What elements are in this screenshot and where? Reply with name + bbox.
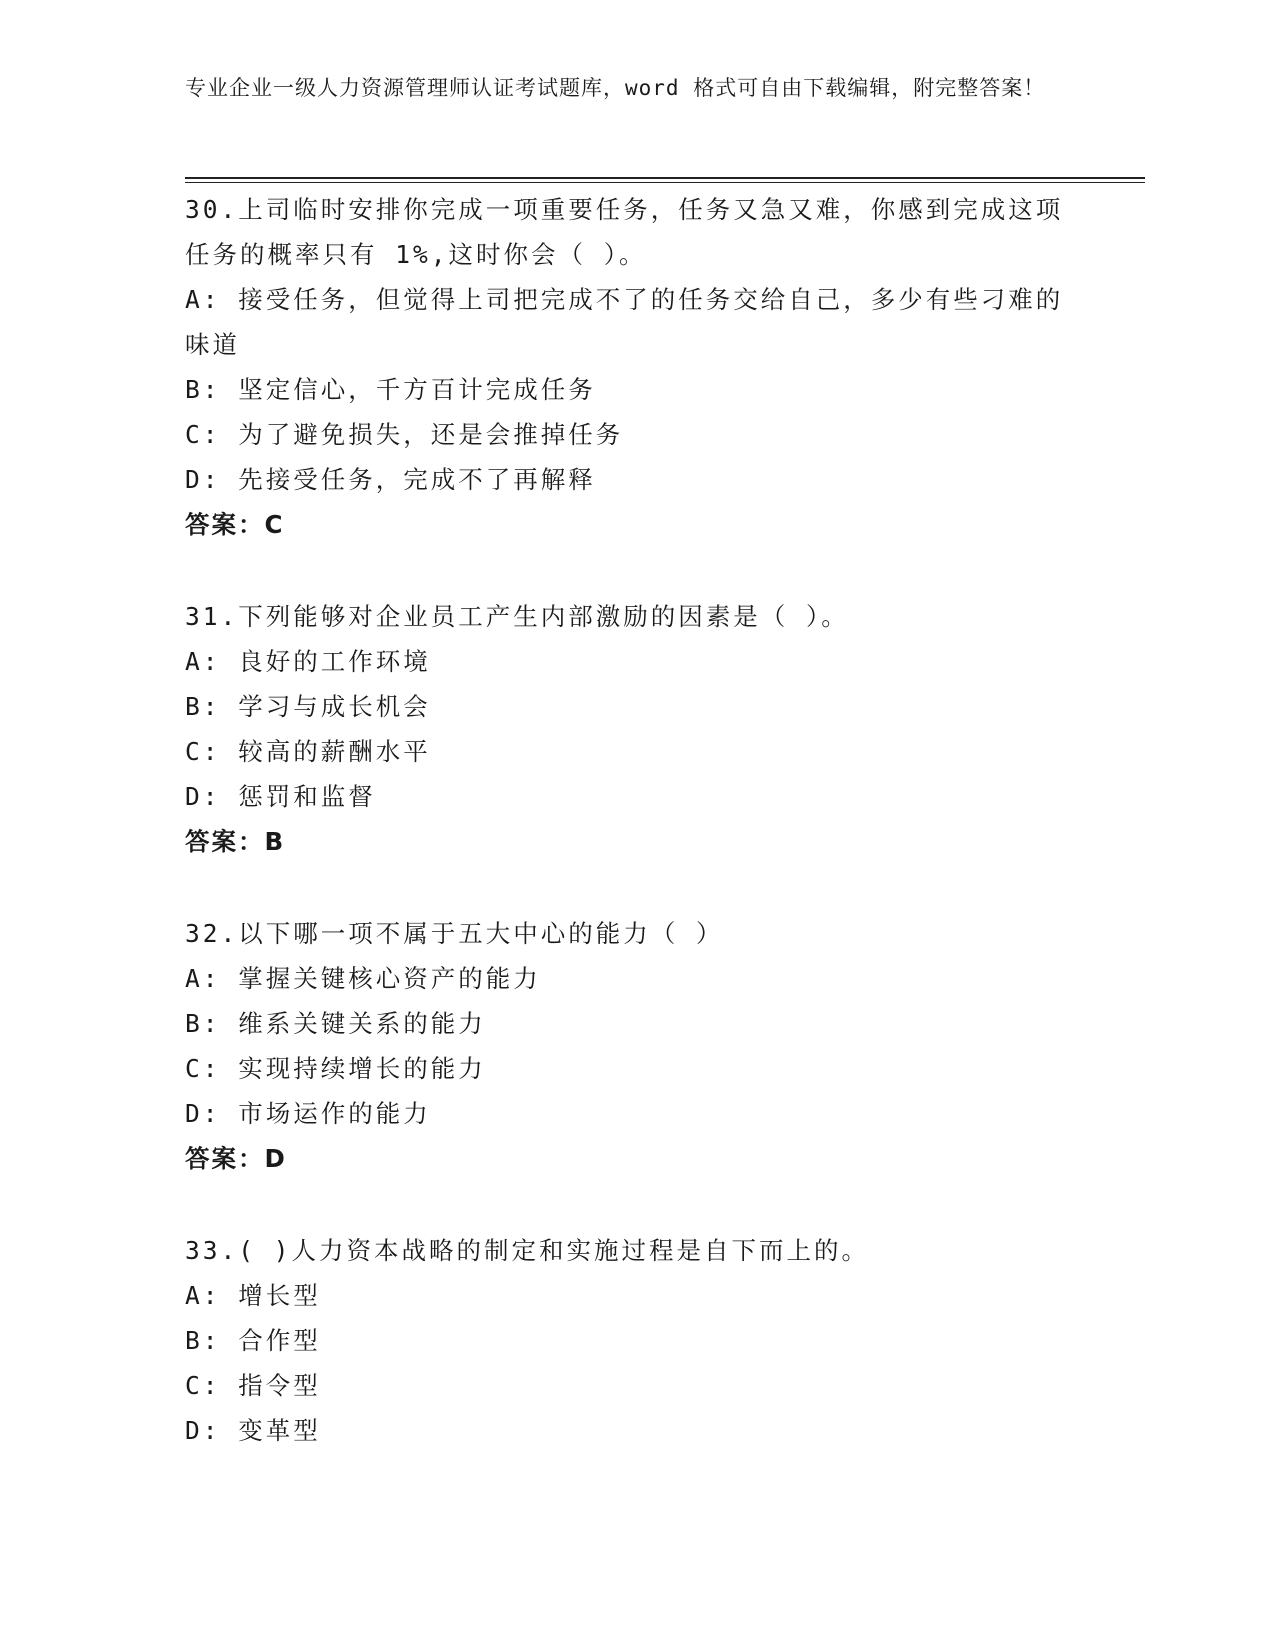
option-d: D: 惩罚和监督 <box>185 782 376 811</box>
question-stem: 31.下列能够对企业员工产生内部激励的因素是（ ）。 <box>185 602 849 631</box>
option-c: C: 较高的薪酬水平 <box>185 737 431 766</box>
question-list <box>185 187 1065 1500</box>
option-a: A: 良好的工作环境 <box>185 647 431 676</box>
option-c: C: 为了避免损失，还是会推掉任务 <box>185 420 624 449</box>
question-stem: 33.( )人力资本战略的制定和实施过程是自下而上的。 <box>185 1236 869 1265</box>
question-33 <box>185 1228 1065 1453</box>
option-b: B: 合作型 <box>185 1326 321 1355</box>
header-divider-thin <box>185 182 1145 183</box>
question-stem: 32.以下哪一项不属于五大中心的能力（ ） <box>185 919 724 948</box>
question-stem: 30.上司临时安排你完成一项重要任务，任务又急又难，你感到完成这项任务的概率只有 1%,这时你会（ ）。 <box>185 195 1064 269</box>
question-32 <box>185 911 1065 1181</box>
option-a: A: 接受任务，但觉得上司把完成不了的任务交给自己，多少有些刁难的味道 <box>185 285 1064 359</box>
question-30 <box>185 187 1065 547</box>
answer-line: 答案：D <box>185 1144 287 1173</box>
question-31 <box>185 594 1065 864</box>
option-d: D: 变革型 <box>185 1416 321 1445</box>
option-b: B: 坚定信心，千方百计完成任务 <box>185 375 596 404</box>
option-d: D: 先接受任务，完成不了再解释 <box>185 465 596 494</box>
option-c: C: 指令型 <box>185 1371 321 1400</box>
answer-line: 答案：C <box>185 510 285 539</box>
option-d: D: 市场运作的能力 <box>185 1099 431 1128</box>
option-b: B: 维系关键关系的能力 <box>185 1009 486 1038</box>
option-c: C: 实现持续增长的能力 <box>185 1054 486 1083</box>
option-a: A: 掌握关键核心资产的能力 <box>185 964 541 993</box>
header-divider-thick <box>185 177 1145 179</box>
option-a: A: 增长型 <box>185 1281 321 1310</box>
document-header: 专业企业一级人力资源管理师认证考试题库，word 格式可自由下载编辑，附完整答案！ <box>185 76 1046 100</box>
option-b: B: 学习与成长机会 <box>185 692 431 721</box>
answer-line: 答案：B <box>185 827 286 856</box>
